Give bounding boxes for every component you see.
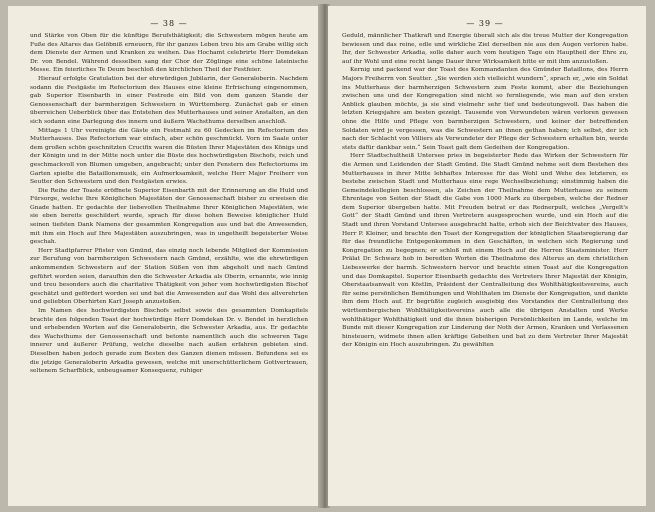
paragraph: und Stärke von Oben für die künftige Berufsthätigkeit; die Schwestern mögen heute am Fuße des Altares das Gelöbniß erneuern, für ihr ganzes Leben treu bis am Grabe willig sich dem Dienste der Armen und Kranken zu weihen. Das Hochamt celebrirte Herr Domdekan Dr. von Bendel. Während desselben sang der Chor der Zöglinge eine schöne lateinische Messe. Ein feierliches Te Deum beschloß den kirchlichen Theil der Festfeier. [30,33,308,74]
page-number: — 39 — [466,19,504,28]
page-body [342,32,628,350]
paragraph: Geduld, männlicher Thatkraft und Energie überall sich als die treue Mutter der Kongregation bewiesen und das reine, edle und wirkliche Ziel derselben nie aus den Augen verloren habe. Ihr, der Schwester Arkadia, solle daher auch vom heutigen Tage ein Hauptheil der Ehre zu, auf ihr Wohl und eine recht lange Dauer ihrer Wirksamkeit bitte er mit ihm anzustoßen. [342,33,628,65]
paragraph: Die Reihe der Toaste eröffnete Superior Eisenbarth mit der Erinnerung an die Huld und Fürsorge, welche Ihre Königlichen Majestäten der Genossenschaft bisher zu erweisen die Gnade hatten. Er gedachte der liebevollen Theilnahme Ihrer Königlichen Majestäten, wie sie eben bereits geschildert wurde, sprach für diese hohen Beweise königlicher Huld seinen tiefsten Dank Namens der gesammten Kongregation aus und bat die Anwesenden, mit ihm ein Hoch auf Ihre Majestäten auszubringen, was in ungetheilt begeisterter Weise geschah. [30,187,308,246]
paragraph: Im Namen des hochwürdigsten Bischofs selbst sowie des gesammten Domkapitels brachte den folgenden Toast der hochwürdige Herr Domdekan Dr. v. Bendel in herzlichen und erhebenden Worten auf die Generaloberin, die Schwester Arkadia, aus. Er gedachte des Wachsthums der Genossenschaft und betonte namentlich auch die schweren Tage innerer und äußerer Prüfung, welche dieselbe nach außen erfahren gebieten sind. Dieselben haben jedoch gerade zum Besten des Ganzen dienen müssen. Befundens sei es die jetzige Generaloberin Arkadia gewesen, welche mit unerschütterlichem Gottvertrauen, seltenem Scharfblick, unbeugsamer Konsequenz, ruhiger [30,308,308,375]
paragraph: Herr Stadtschultheiß Untersee pries in begeisterter Rede das Wirken der Schwestern für die Armen und Leidenden der Stadt Gmünd. Die Stadt Gmünd nehme seit dem Bestehen des Mutterhauses in ihrer Mitte lebhaftes Interesse für das Wohl und Wehe des letzteren, es bestehe zwischen Stadt und Mutterhaus eine rege Wechselbeziehung; einstimmig haben die Gemeindekollegien beschlossen, als Zeichen der Theilnahme dem Mutterhause zu seinem Ehrentage von Seiten der Stadt die Gabe von 1000 Mark zu übergeben, welche der Redner dem Superior übergeben hatte. Mit Freuden betrat er das Rednerpult, welches „Vergelt's Gott“ der Stadt Gmünd und ihren Vertretern ausgesprochen wurde, und ein Hoch auf die Stadt und ihren Vorstand Untersee ausgebracht hatte, erhob sich der Beichtvater des Hauses, Herr P. Kleiner, und brachte den Toast der Kongregation der königlichen Staatsregierung dar für das freundliche Entgegenkommen in den Geschäften, in welchen sich Regierung und Kongregation zu begegnen; er schloß mit einem Hoch auf die Herren Staatsminister. Herr Prälat Dr. Schwarz hob in beredten Worten die Theilnahme des Alterus an dem christlichen Liebeswerke der barmh. Schwestern hervor und brachte einen Toast auf die Kongregation und das Domkapitel. Superior Eisenbarth gedachte des Vertreters Ihrer Majestät der Königin, Oberstaatsanwalt von Köstlin, Präsident der Centralleitung des Wohlthätigkeitsvereins, auch für seine persönlichen Bemühungen und Wohlthaten im Dienste der Kongregation, und dankte ihm dem Hoch auf. Er begrüßte zugleich ausgiebig des Vorstandes der Centralleitung des württembergischen Wohlthätigkeitsvereins auch alle die übrigen Anstalten und Werke wohlthätiger Wohlthätigkeit und die ihnen bisherigen Persönlichkeiten im Lande, welche im Bunde mit dieser Kongregation zur Linderung der Noth der Armen, Kranken und Verlassenen hinsteuern, widmete ihnen allen kräftige Gebeihen und bat zu dem Vertreter Ihrer Majestät der Königin ein Hoch auszubringen. Zu gewählten [342,153,628,349]
paragraph: Hierauf erfolgte Gratulation bei der ehrwürdigen Jubilarin, der Generaloberin. Nachdem sodann die Festgäste im Refectorium des Hauses eine kleine Erfrischung eingenommen, gab Superior Eisenbarth in einer Festrede ein Bild von dem ganzen Stande der Genossenschaft der barmherzigen Schwestern in Württemberg. Zunächst gab er einen überreichen Ueberblick über das Entstehen des Mutterhauses und seiner Anstalten, an den sich sodann eine Darlegung des innern und äußern Wachsthums derselben anschloß. [30,75,308,125]
right-page [328,6,646,506]
paragraph: Mittags 1 Uhr vereinigte die Gäste ein Festmahl zu 60 Gedecken im Refectorium des Mutterhauses. Das Refectorium war einfach, aber schön geschmückt. Vorn im Saale unter dem großen schön geschnitzten Crucifix waren die Büsten Ihrer Majestäten des Königs und der Königin und in der Mitte noch unter die Büste des hochwürdigsten Bischofs, reich und geschmackvoll von Blumen umgeben, angebracht; unter den Fenstern des Refectoriums im Garten spielte die Bataillonsmusik, ein Aufmerksamkeit, welche Herr Major Freiherr von Seutter den Schwestern und den Festgästen erwies. [30,127,308,186]
paragraph: Kernig und packend war der Toast des Kommandanten des Gmünder Bataillons, des Herrn Majors Freiherrn von Seutter. „Sie werden sich vielleicht wundern“, sprach er, „wie ein Soldat ins Mutterhaus der barmherzigen Schwestern zum Feste kommt, aber die Beziehungen zwischen uns und der Kongregation sind nicht so fernliegende, wie man auf den ersten Anblick glauben möchte, ja sie sind vielmehr sehr tief und bedeutungsvoll. Das haben die letzten Kriegsjahre am besten gezeigt. Tausende von Verwundeten wären verloren gewesen ohne die Hilfe und Pflege von barmherzigen Schwestern, und keiner der betreffenden Soldaten wird je vergessen, was die Schwestern an ihnen gethan haben; ich selbst, der ich nach der Schlacht von Villiers als Verwundeter der Pflege der Schwestern erhalten bin, werde stets dafür dankbar sein.“ Sein Toast galt dem Gedeihen der Kongregation. [342,67,628,151]
left-page [8,6,320,506]
page-number: — 38 — [150,19,188,28]
paragraph: Herr Stadtpfarrer Pfister von Gmünd, das einzig noch lebende Mitglied der Kommission zur Berufung von barmherzigen Schwestern nach Gmünd, erzählte, wie die ehrwürdigen ankommenden Schwestern auf der Station Süßen von ihm abgeholt und nach Gmünd geführt worden seien, daraufhin den die Schwester Arkadia als Oberin, ernannte, wie innig und treu besonders auch die charitative Thätigkeit von jeher vom hochwürdigsten Bischof geschätzt und gefördert worden sei und bat die Anwesenden auf das Wohl des allverehrten und geliebten Oberhirten Karl Joseph anzustoßen. [30,247,308,306]
page-body [30,32,308,376]
